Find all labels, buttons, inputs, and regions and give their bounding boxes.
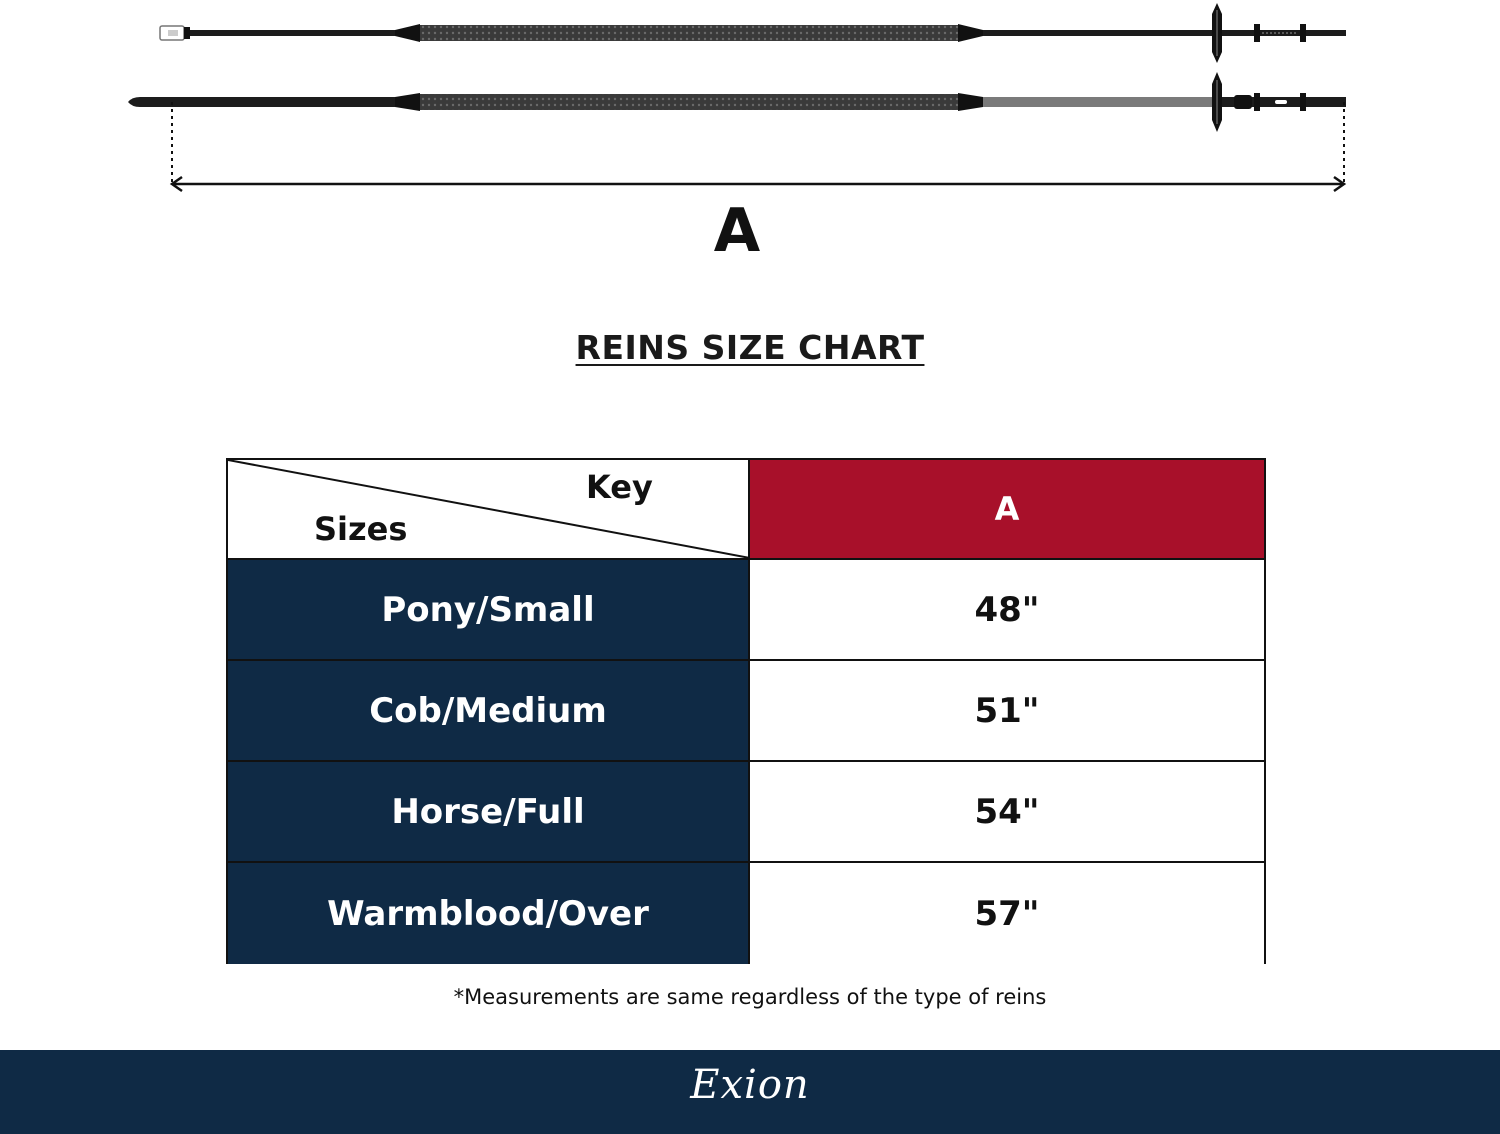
corner-key-label: Key — [586, 468, 653, 506]
size-cell: Cob/Medium — [228, 661, 750, 762]
footer-bar — [0, 1050, 1500, 1134]
table-header-row — [228, 460, 1264, 560]
chart-title-text: REINS SIZE CHART — [575, 328, 925, 367]
corner-diagonal — [228, 460, 750, 560]
table-row — [228, 762, 1264, 863]
top-rein — [160, 3, 1346, 63]
size-cell: Horse/Full — [228, 762, 750, 863]
table-row — [228, 661, 1264, 762]
value-cell: 54" — [750, 762, 1264, 863]
size-cell: Warmblood/Over — [228, 863, 750, 964]
column-header-a: A — [750, 460, 1264, 560]
dimension-line — [172, 102, 1344, 191]
value-cell: 51" — [750, 661, 1264, 762]
table-row — [228, 863, 1264, 964]
footnote: *Measurements are same regardless of the type of reins — [453, 985, 1047, 1009]
corner-sizes-label: Sizes — [314, 510, 408, 548]
brand-logo: Exion — [690, 1062, 810, 1108]
value-cell: 48" — [750, 560, 1264, 661]
bottom-rein — [128, 72, 1346, 132]
chart-title — [0, 328, 1500, 367]
table-row — [228, 560, 1264, 661]
dimension-label: A — [713, 196, 761, 266]
corner-cell — [228, 460, 750, 560]
size-table — [226, 458, 1266, 964]
size-cell: Pony/Small — [228, 560, 750, 661]
value-cell: 57" — [750, 863, 1264, 964]
